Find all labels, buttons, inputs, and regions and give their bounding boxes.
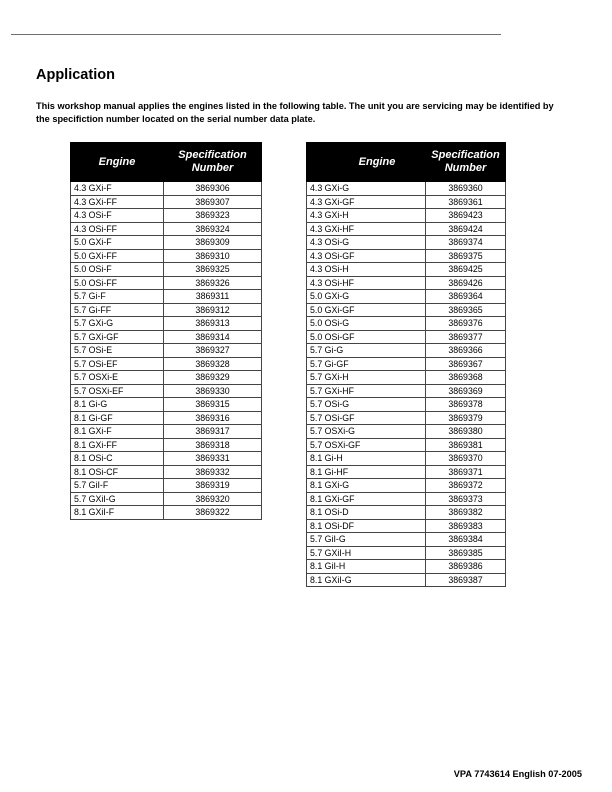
engine-cell: 5.0 GXi-F xyxy=(71,236,164,250)
column-header-spec: Specification Number xyxy=(426,143,506,182)
engine-cell: 5.0 OSi-G xyxy=(307,317,426,331)
spec-number-cell: 3869367 xyxy=(426,357,506,371)
table-row xyxy=(71,222,262,236)
engine-cell: 5.7 GXi-GF xyxy=(71,330,164,344)
table-row xyxy=(71,195,262,209)
intro-paragraph: This workshop manual applies the engines listed in the following table. The unit you are servicing may be identified by the specifiction number located on the serial number data plate. xyxy=(36,101,554,124)
spec-number-cell: 3869307 xyxy=(164,195,262,209)
table-row xyxy=(307,479,506,493)
table-body-right xyxy=(307,182,506,587)
table-row xyxy=(307,560,506,574)
spec-number-cell: 3869385 xyxy=(426,546,506,560)
engine-spec-table-right xyxy=(306,142,506,587)
engine-cell: 5.0 OSi-F xyxy=(71,263,164,277)
spec-number-cell: 3869314 xyxy=(164,330,262,344)
spec-number-cell: 3869326 xyxy=(164,276,262,290)
spec-number-cell: 3869327 xyxy=(164,344,262,358)
engine-cell: 5.7 GXiI-G xyxy=(71,492,164,506)
spec-number-cell: 3869423 xyxy=(426,209,506,223)
spec-number-cell: 3869387 xyxy=(426,573,506,587)
spec-number-cell: 3869374 xyxy=(426,236,506,250)
engine-cell: 5.7 OSXi-EF xyxy=(71,384,164,398)
spec-number-cell: 3869424 xyxy=(426,222,506,236)
engine-cell: 5.0 OSi-GF xyxy=(307,330,426,344)
table-row xyxy=(71,303,262,317)
table-row xyxy=(307,330,506,344)
spec-number-cell: 3869376 xyxy=(426,317,506,331)
engine-cell: 5.7 GXi-H xyxy=(307,371,426,385)
engine-cell: 8.1 Gi-GF xyxy=(71,411,164,425)
engine-cell: 5.7 Gi-G xyxy=(307,344,426,358)
table-row xyxy=(71,236,262,250)
engine-cell: 4.3 GXi-H xyxy=(307,209,426,223)
spec-number-cell: 3869375 xyxy=(426,249,506,263)
table-row xyxy=(71,506,262,520)
spec-number-cell: 3869384 xyxy=(426,533,506,547)
spec-number-cell: 3869316 xyxy=(164,411,262,425)
table-row xyxy=(307,398,506,412)
table-row xyxy=(71,384,262,398)
engine-spec-table-left xyxy=(70,142,262,520)
spec-number-cell: 3869364 xyxy=(426,290,506,304)
engine-cell: 4.3 GXi-FF xyxy=(71,195,164,209)
table-row xyxy=(71,357,262,371)
engine-cell: 8.1 GXiI-F xyxy=(71,506,164,520)
table-row xyxy=(307,249,506,263)
table-row xyxy=(71,479,262,493)
engine-cell: 5.7 Gi-F xyxy=(71,290,164,304)
engine-cell: 5.0 GXi-G xyxy=(307,290,426,304)
engine-cell: 8.1 GXi-GF xyxy=(307,492,426,506)
table-row xyxy=(307,357,506,371)
table-row xyxy=(71,452,262,466)
engine-cell: 8.1 GiI-H xyxy=(307,560,426,574)
engine-cell: 5.0 GXi-FF xyxy=(71,249,164,263)
engine-cell: 8.1 Gi-H xyxy=(307,452,426,466)
table-row xyxy=(307,411,506,425)
spec-number-cell: 3869319 xyxy=(164,479,262,493)
spec-number-cell: 3869369 xyxy=(426,384,506,398)
engine-cell: 8.1 OSi-C xyxy=(71,452,164,466)
spec-number-cell: 3869382 xyxy=(426,506,506,520)
table-row xyxy=(71,425,262,439)
table-row xyxy=(307,276,506,290)
engine-cell: 4.3 OSi-FF xyxy=(71,222,164,236)
engine-cell: 8.1 OSi-D xyxy=(307,506,426,520)
table-row xyxy=(307,573,506,587)
engine-cell: 8.1 GXi-G xyxy=(307,479,426,493)
table-row xyxy=(307,263,506,277)
spec-number-cell: 3869372 xyxy=(426,479,506,493)
table-row xyxy=(307,195,506,209)
spec-number-cell: 3869323 xyxy=(164,209,262,223)
table-row xyxy=(307,209,506,223)
table-body-left xyxy=(71,182,262,520)
table-row xyxy=(307,303,506,317)
spec-number-cell: 3869312 xyxy=(164,303,262,317)
engine-cell: 5.7 OSXi-G xyxy=(307,425,426,439)
engine-cell: 4.3 OSi-G xyxy=(307,236,426,250)
spec-number-cell: 3869370 xyxy=(426,452,506,466)
column-header-engine: Engine xyxy=(307,143,426,182)
spec-number-cell: 3869318 xyxy=(164,438,262,452)
table-row xyxy=(71,371,262,385)
table-row xyxy=(71,438,262,452)
spec-number-cell: 3869306 xyxy=(164,182,262,196)
engine-cell: 4.3 OSi-GF xyxy=(307,249,426,263)
table-row xyxy=(307,452,506,466)
engine-cell: 8.1 OSi-DF xyxy=(307,519,426,533)
table-row xyxy=(71,276,262,290)
table-row xyxy=(307,506,506,520)
table-row xyxy=(71,317,262,331)
table-row xyxy=(307,290,506,304)
table-row xyxy=(71,411,262,425)
engine-cell: 5.7 GiI-F xyxy=(71,479,164,493)
table-row xyxy=(307,492,506,506)
table-row xyxy=(307,182,506,196)
spec-number-cell: 3869315 xyxy=(164,398,262,412)
spec-number-cell: 3869310 xyxy=(164,249,262,263)
engine-cell: 5.0 GXi-GF xyxy=(307,303,426,317)
table-row xyxy=(307,425,506,439)
spec-number-cell: 3869383 xyxy=(426,519,506,533)
spec-number-cell: 3869380 xyxy=(426,425,506,439)
table-header-row xyxy=(71,143,262,182)
spec-number-cell: 3869386 xyxy=(426,560,506,574)
table-row xyxy=(71,465,262,479)
spec-number-cell: 3869361 xyxy=(426,195,506,209)
table-row xyxy=(71,263,262,277)
table-row xyxy=(71,492,262,506)
header-rule xyxy=(11,34,501,35)
spec-number-cell: 3869325 xyxy=(164,263,262,277)
engine-cell: 5.7 OSXi-GF xyxy=(307,438,426,452)
engine-cell: 8.1 GXi-F xyxy=(71,425,164,439)
table-row xyxy=(307,317,506,331)
engine-cell: 8.1 GXi-FF xyxy=(71,438,164,452)
engine-cell: 4.3 GXi-GF xyxy=(307,195,426,209)
column-header-engine: Engine xyxy=(71,143,164,182)
engine-cell: 8.1 GXiI-G xyxy=(307,573,426,587)
spec-number-cell: 3869373 xyxy=(426,492,506,506)
spec-number-cell: 3869379 xyxy=(426,411,506,425)
engine-cell: 5.7 GXiI-H xyxy=(307,546,426,560)
spec-number-cell: 3869365 xyxy=(426,303,506,317)
spec-number-cell: 3869330 xyxy=(164,384,262,398)
spec-number-cell: 3869371 xyxy=(426,465,506,479)
spec-number-cell: 3869329 xyxy=(164,371,262,385)
table-row xyxy=(307,236,506,250)
column-header-spec: Specification Number xyxy=(164,143,262,182)
table-row xyxy=(71,182,262,196)
spec-number-cell: 3869426 xyxy=(426,276,506,290)
engine-cell: 4.3 GXi-G xyxy=(307,182,426,196)
spec-number-cell: 3869309 xyxy=(164,236,262,250)
engine-cell: 8.1 Gi-G xyxy=(71,398,164,412)
engine-cell: 5.7 OSi-E xyxy=(71,344,164,358)
engine-cell: 4.3 OSi-H xyxy=(307,263,426,277)
spec-number-cell: 3869328 xyxy=(164,357,262,371)
spec-number-cell: 3869313 xyxy=(164,317,262,331)
spec-number-cell: 3869332 xyxy=(164,465,262,479)
engine-cell: 5.0 OSi-FF xyxy=(71,276,164,290)
table-row xyxy=(307,384,506,398)
spec-number-cell: 3869425 xyxy=(426,263,506,277)
engine-cell: 5.7 OSi-GF xyxy=(307,411,426,425)
spec-number-cell: 3869317 xyxy=(164,425,262,439)
table-row xyxy=(307,438,506,452)
engine-cell: 5.7 Gi-FF xyxy=(71,303,164,317)
table-row xyxy=(307,519,506,533)
table-row xyxy=(307,533,506,547)
engine-cell: 5.7 GiI-G xyxy=(307,533,426,547)
spec-number-cell: 3869320 xyxy=(164,492,262,506)
spec-number-cell: 3869360 xyxy=(426,182,506,196)
table-row xyxy=(71,330,262,344)
table-row xyxy=(71,290,262,304)
spec-number-cell: 3869377 xyxy=(426,330,506,344)
spec-number-cell: 3869311 xyxy=(164,290,262,304)
table-row xyxy=(71,209,262,223)
spec-number-cell: 3869381 xyxy=(426,438,506,452)
page-title: Application xyxy=(36,67,115,83)
engine-cell: 5.7 GXi-HF xyxy=(307,384,426,398)
spec-number-cell: 3869331 xyxy=(164,452,262,466)
table-row xyxy=(307,222,506,236)
engine-cell: 5.7 OSi-G xyxy=(307,398,426,412)
table-row xyxy=(307,465,506,479)
engine-cell: 5.7 GXi-G xyxy=(71,317,164,331)
table-row xyxy=(71,398,262,412)
spec-number-cell: 3869324 xyxy=(164,222,262,236)
document-footer: VPA 7743614 English 07-2005 xyxy=(453,769,582,779)
engine-cell: 5.7 OSXi-E xyxy=(71,371,164,385)
engine-cell: 8.1 Gi-HF xyxy=(307,465,426,479)
spec-number-cell: 3869368 xyxy=(426,371,506,385)
spec-number-cell: 3869366 xyxy=(426,344,506,358)
table-row xyxy=(71,249,262,263)
spec-number-cell: 3869378 xyxy=(426,398,506,412)
spec-number-cell: 3869322 xyxy=(164,506,262,520)
engine-cell: 5.7 OSi-EF xyxy=(71,357,164,371)
engine-cell: 4.3 GXi-F xyxy=(71,182,164,196)
engine-cell: 8.1 OSi-CF xyxy=(71,465,164,479)
table-header-row xyxy=(307,143,506,182)
engine-cell: 4.3 OSi-F xyxy=(71,209,164,223)
table-row xyxy=(71,344,262,358)
table-row xyxy=(307,344,506,358)
engine-cell: 4.3 GXi-HF xyxy=(307,222,426,236)
table-row xyxy=(307,546,506,560)
engine-cell: 5.7 Gi-GF xyxy=(307,357,426,371)
table-row xyxy=(307,371,506,385)
engine-cell: 4.3 OSi-HF xyxy=(307,276,426,290)
